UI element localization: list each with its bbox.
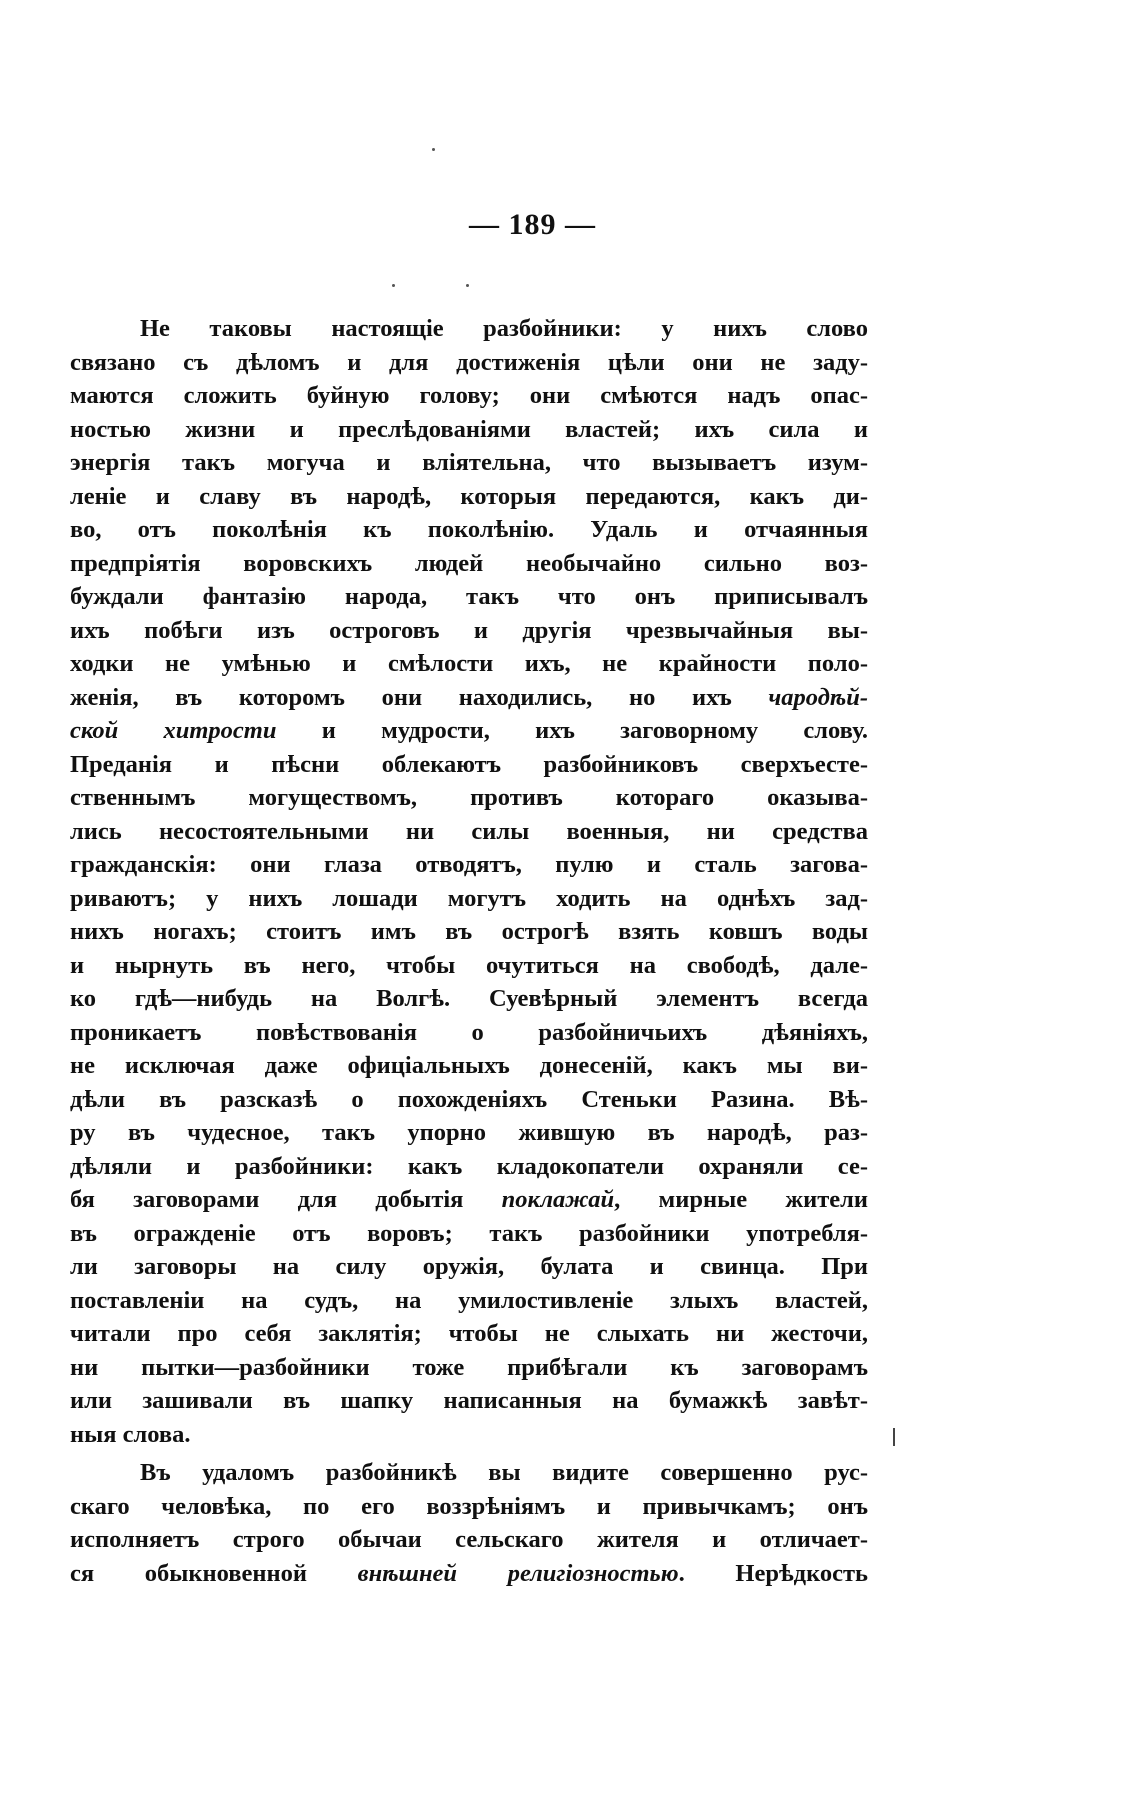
margin-mark <box>893 1428 895 1446</box>
text-line: во, отъ поколѣнія къ поколѣнію. Удаль и отчаянныя <box>70 516 868 543</box>
text-line: или зашивали въ шапку написанныя на бумажкѣ завѣт- <box>70 1387 868 1414</box>
text-line: энергія такъ могуча и вліятельна, что вызываетъ изум- <box>70 449 868 476</box>
text-line: Въ удаломъ разбойникѣ вы видите совершенно рус- <box>140 1459 868 1486</box>
italic-phrase: поклажай <box>501 1186 615 1213</box>
page-number: — 189 — <box>469 208 596 241</box>
text-line: связано съ дѣломъ и для достиженія цѣли они не заду- <box>70 348 868 376</box>
text-line: ходки не умѣнью и смѣлости ихъ, не крайности поло- <box>70 650 868 677</box>
text-line: въ огражденіе отъ воровъ; такъ разбойники употребля- <box>70 1219 868 1247</box>
text-line: женія, въ которомъ они находились, но ихъ чародѣй- <box>70 683 868 711</box>
text-line: Преданія и пѣсни облекаютъ разбойниковъ сверхъесте- <box>70 750 868 778</box>
italic-phrase: ской хитрости <box>70 717 277 744</box>
body-text <box>70 312 868 1590</box>
text-line: ли заговоры на силу оружія, булата и свинца. При <box>70 1253 868 1280</box>
text-line: ностью жизни и преслѣдованіями властей; ихъ сила и <box>70 415 868 443</box>
text-line: читали про себя заклятія; чтобы не слыхать ни жесточи, <box>70 1320 868 1347</box>
text-line: ко гдѣ—нибудь на Волгѣ. Суевѣрный элементъ всегда <box>70 985 868 1012</box>
text-line: гражданскія: они глаза отводятъ, пулю и сталь загова- <box>70 851 868 878</box>
text-line: ся обыкновенной внѣшней религіозностью. Нерѣдкость <box>70 1559 868 1587</box>
text-line: нихъ ногахъ; стоитъ имъ въ острогѣ взять ковшъ воды <box>70 918 868 945</box>
text-line: ихъ побѣги изъ остроговъ и другія чрезвычайныя вы- <box>70 616 868 644</box>
text-line: ныя слова. <box>70 1420 191 1448</box>
text-line: ственнымъ могуществомъ, противъ котораго оказыва- <box>70 784 868 811</box>
text-line: проникаетъ повѣствованія о разбойничьихъ дѣяніяхъ, <box>70 1018 868 1046</box>
text-line: дѣли въ разсказѣ о похожденіяхъ Стеньки Разина. Вѣ- <box>70 1085 868 1113</box>
text-line: лись несостоятельными ни силы военныя, ни средства <box>70 817 868 845</box>
print-speck <box>392 284 395 287</box>
print-speck <box>432 148 435 151</box>
text-line: не исключая даже офиціальныхъ донесеній, какъ мы ви- <box>70 1052 868 1079</box>
text-line: маются сложить буйную голову; они смѣются надъ опас- <box>70 382 868 409</box>
text-line: ни пытки—разбойники тоже прибѣгали къ заговорамъ <box>70 1353 868 1381</box>
text-line: буждали фантазію народа, такъ что онъ приписывалъ <box>70 583 868 610</box>
text-line: ской хитрости и мудрости, ихъ заговорному слову. <box>70 717 868 744</box>
italic-phrase: чародѣй- <box>768 683 868 711</box>
text-line: ру въ чудесное, такъ упорно жившую въ народѣ, раз- <box>70 1119 868 1146</box>
text-line: дѣляли и разбойники: какъ кладокопатели охраняли се- <box>70 1152 868 1180</box>
text-line: и нырнуть въ него, чтобы очутиться на свободѣ, дале- <box>70 951 868 979</box>
text-line: бя заговорами для добытія поклажай, мирные жители <box>70 1186 869 1213</box>
italic-phrase: внѣшней религіозностью <box>357 1559 679 1587</box>
text-line: скаго человѣка, по его воззрѣніямъ и привычкамъ; онъ <box>70 1492 868 1520</box>
print-speck <box>466 284 469 287</box>
text-line: риваютъ; у нихъ лошади могутъ ходить на однѣхъ зад- <box>70 884 868 912</box>
text-line: леніе и славу въ народѣ, которыя передаются, какъ ди- <box>70 482 868 510</box>
text-line: исполняетъ строго обычаи сельскаго жителя и отличает- <box>70 1526 868 1553</box>
text-line: поставленіи на судъ, на умилостивленіе злыхъ властей, <box>70 1286 868 1314</box>
text-line: Не таковы настоящіе разбойники: у нихъ слово <box>140 315 868 342</box>
text-line: предпріятія воровскихъ людей необычайно сильно воз- <box>70 549 868 577</box>
